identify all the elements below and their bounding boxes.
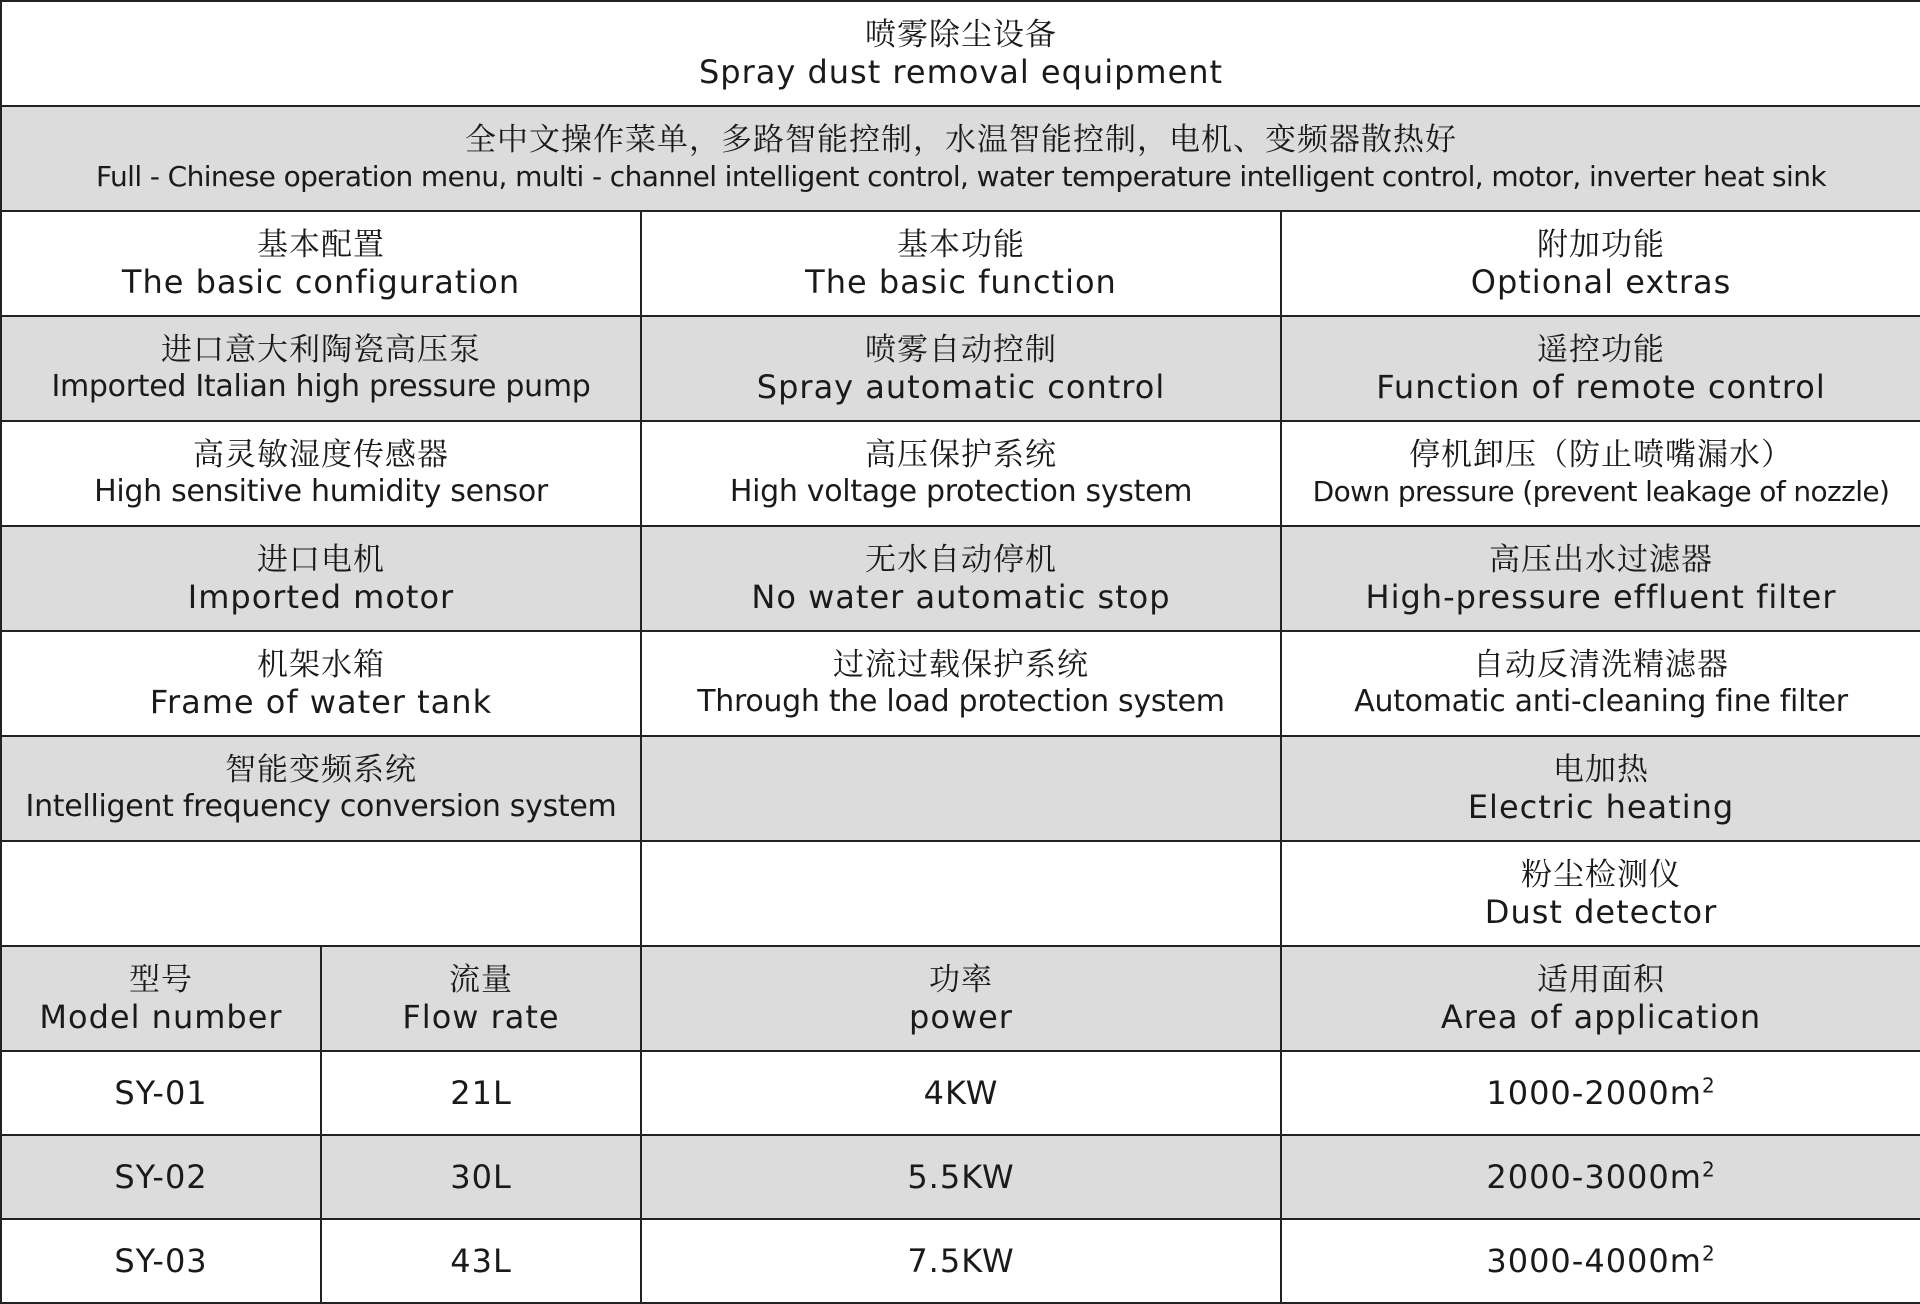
area-value: 3000-4000m	[1486, 1242, 1702, 1280]
features-header-row	[1, 211, 1920, 316]
feature-cell-empty	[1, 841, 641, 946]
title-en: Spray dust removal equipment	[698, 52, 1224, 91]
feature-en: High voltage protection system	[729, 473, 1193, 509]
area-value: 1000-2000m	[1486, 1074, 1702, 1112]
feature-row	[1, 421, 1920, 526]
table-row	[1, 1219, 1920, 1303]
feature-cell	[641, 631, 1281, 736]
feature-en: Imported motor	[187, 577, 455, 616]
feature-cn: 粉尘检测仪	[1521, 856, 1682, 893]
feature-cn: 高压出水过滤器	[1489, 541, 1714, 578]
header-cn: 型号	[129, 961, 193, 998]
feature-row	[1, 736, 1920, 841]
feature-cell	[1, 316, 641, 421]
feature-cn: 停机卸压（防止喷嘴漏水）	[1409, 436, 1794, 473]
area-unit-superscript: 2	[1701, 1157, 1716, 1182]
feature-cell-empty	[641, 841, 1281, 946]
feature-cn: 高压保护系统	[865, 436, 1057, 473]
feature-cell	[1281, 421, 1920, 526]
feature-en: Down pressure (prevent leakage of nozzle)	[1312, 474, 1890, 508]
feature-en: Frame of water tank	[149, 682, 493, 721]
feature-cell	[1281, 736, 1920, 841]
header-en: Optional extras	[1470, 262, 1732, 301]
header-cn: 功率	[929, 961, 993, 998]
header-flow-rate	[321, 946, 641, 1051]
feature-banner	[1, 106, 1920, 211]
header-cn: 适用面积	[1537, 961, 1666, 998]
area-cell	[1281, 1051, 1920, 1135]
banner-row	[1, 106, 1920, 211]
header-basic-function	[641, 211, 1281, 316]
feature-cn: 无水自动停机	[865, 541, 1057, 578]
header-model-number	[1, 946, 321, 1051]
feature-en: Electric heating	[1467, 787, 1735, 826]
flow-cell: 21L	[321, 1051, 641, 1135]
feature-en: Intelligent frequency conversion system	[25, 788, 617, 824]
table-title	[1, 1, 1920, 106]
header-en: Flow rate	[402, 997, 560, 1036]
feature-cn: 高灵敏湿度传感器	[193, 436, 449, 473]
feature-cell	[641, 316, 1281, 421]
header-en: The basic configuration	[121, 262, 521, 301]
table-row	[1, 1051, 1920, 1135]
header-basic-configuration	[1, 211, 641, 316]
feature-row	[1, 316, 1920, 421]
feature-cn: 进口意大利陶瓷高压泵	[161, 331, 481, 368]
feature-cell	[1281, 526, 1920, 631]
header-en: The basic function	[805, 262, 1117, 301]
feature-cell-empty	[641, 736, 1281, 841]
feature-row	[1, 526, 1920, 631]
banner-en: Full - Chinese operation menu, multi - channel intelligent control, water temperature intelligent control, motor, inverter heat sink	[96, 159, 1826, 193]
feature-en: Automatic anti-cleaning fine filter	[1354, 683, 1848, 719]
area-cell	[1281, 1135, 1920, 1219]
feature-cn: 遥控功能	[1537, 331, 1666, 368]
feature-cell	[641, 526, 1281, 631]
model-cell: SY-02	[1, 1135, 321, 1219]
header-optional-extras	[1281, 211, 1920, 316]
feature-cn: 电加热	[1553, 751, 1650, 788]
feature-cn: 自动反清洗精滤器	[1473, 646, 1730, 683]
feature-cell	[1281, 316, 1920, 421]
power-cell: 4KW	[641, 1051, 1281, 1135]
title-row	[1, 1, 1920, 106]
header-cn: 基本功能	[897, 226, 1025, 263]
models-header-row	[1, 946, 1920, 1051]
header-en: Model number	[39, 997, 283, 1036]
header-en: Area of application	[1440, 997, 1762, 1036]
power-cell: 7.5KW	[641, 1219, 1281, 1303]
header-cn: 附加功能	[1537, 226, 1666, 263]
feature-en: Spray automatic control	[756, 367, 1166, 406]
feature-en: High-pressure effluent filter	[1365, 577, 1837, 616]
feature-en: No water automatic stop	[751, 577, 1171, 616]
power-cell: 5.5KW	[641, 1135, 1281, 1219]
feature-en: High sensitive humidity sensor	[94, 473, 548, 509]
feature-cell	[1, 526, 641, 631]
feature-en: Through the load protection system	[697, 683, 1225, 719]
header-area-of-application	[1281, 946, 1920, 1051]
model-cell: SY-01	[1, 1051, 321, 1135]
header-cn: 基本配置	[257, 226, 385, 263]
model-cell: SY-03	[1, 1219, 321, 1303]
area-unit-superscript: 2	[1701, 1073, 1716, 1098]
title-cn: 喷雾除尘设备	[865, 16, 1058, 53]
feature-cell	[1281, 631, 1920, 736]
feature-row	[1, 631, 1920, 736]
feature-cell	[1281, 841, 1920, 946]
feature-cn: 过流过载保护系统	[833, 646, 1089, 683]
feature-row	[1, 841, 1920, 946]
feature-en: Dust detector	[1484, 892, 1718, 931]
area-cell	[1281, 1219, 1920, 1303]
table-row	[1, 1135, 1920, 1219]
feature-cn: 喷雾自动控制	[865, 331, 1057, 368]
flow-cell: 30L	[321, 1135, 641, 1219]
feature-en: Function of remote control	[1376, 367, 1826, 406]
flow-cell: 43L	[321, 1219, 641, 1303]
feature-cell	[641, 421, 1281, 526]
header-power	[641, 946, 1281, 1051]
feature-cn: 机架水箱	[257, 646, 385, 683]
feature-cell	[1, 421, 641, 526]
header-cn: 流量	[449, 961, 513, 998]
banner-cn: 全中文操作菜单，多路智能控制，水温智能控制，电机、变频器散热好	[465, 121, 1458, 158]
header-en: power	[909, 997, 1013, 1036]
area-value: 2000-3000m	[1486, 1158, 1702, 1196]
feature-cell	[1, 736, 641, 841]
feature-cell	[1, 631, 641, 736]
feature-cn: 进口电机	[257, 541, 385, 578]
area-unit-superscript: 2	[1701, 1241, 1716, 1266]
feature-cn: 智能变频系统	[225, 751, 417, 788]
feature-en: Imported Italian high pressure pump	[51, 368, 591, 404]
